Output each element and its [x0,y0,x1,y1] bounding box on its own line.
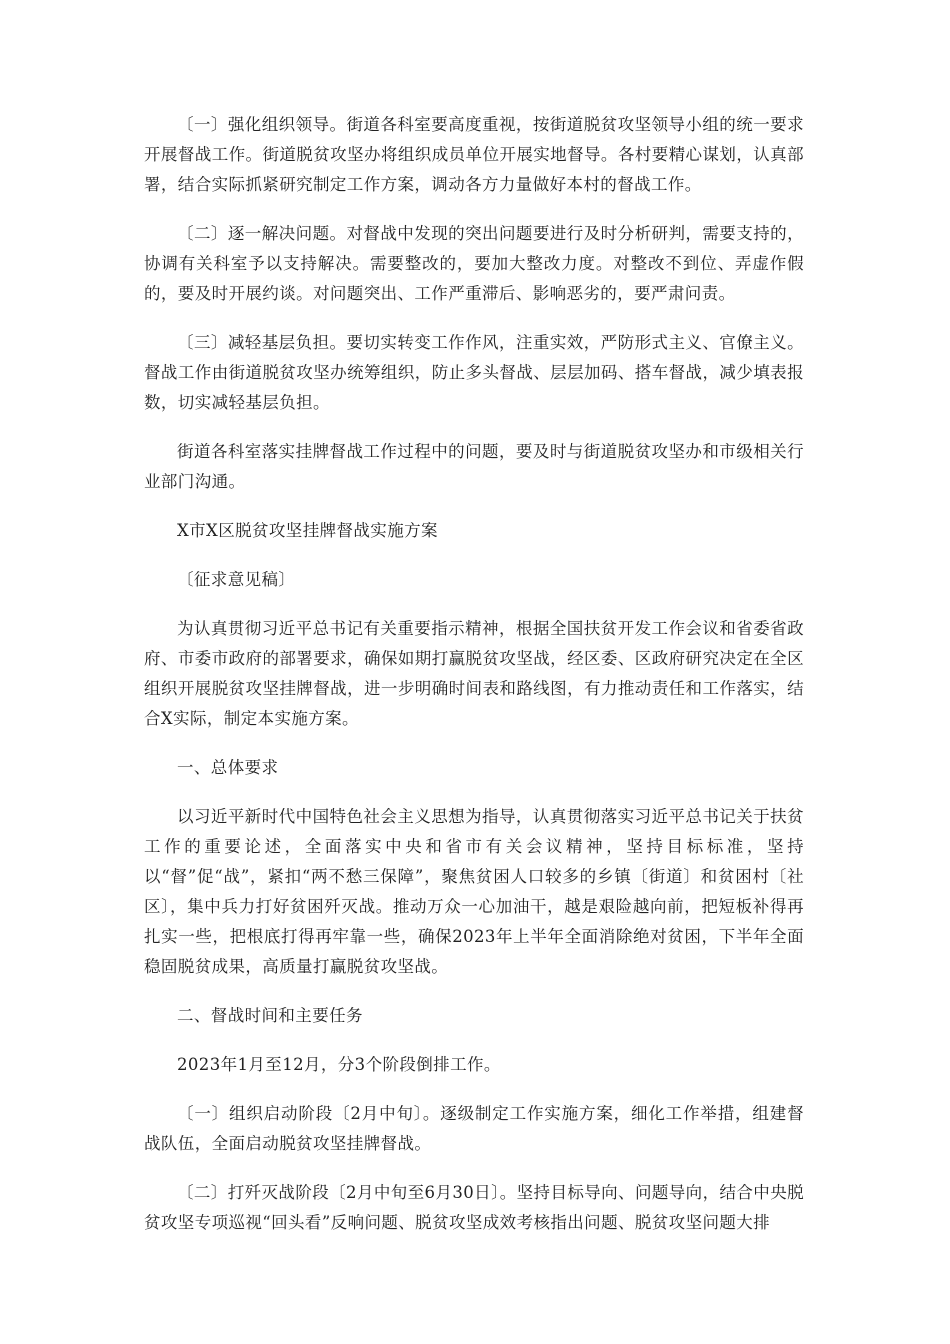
paragraph-schedule: 2023年1月至12月，分3个阶段倒排工作。 [177,1055,501,1074]
document-title: X市X区脱贫攻坚挂牌督战实施方案 [177,521,438,540]
paragraph-communication: 街道各科室落实挂牌督战工作过程中的问题，要及时与街道脱贫攻坚办和市级相关行业部门沟通。 [144,442,804,491]
paragraph-strengthen-leadership: 〔一〕强化组织领导。街道各科室要高度重视，按街道脱贫攻坚领导小组的统一要求开展督战工作。街道脱贫攻坚办将组织成员单位开展实地督导。各村要精心谋划，认真部署，结合实际抓紧研究制定工作方案，调动各方力量做好本村的督战工作。 [144,115,804,194]
section-heading-time-and-tasks: 二、督战时间和主要任务 [177,1006,363,1025]
draft-note: 〔征求意见稿〕 [177,570,296,589]
paragraph-phase-launch: 〔一〕组织启动阶段〔2月中旬〕。逐级制定工作实施方案，细化工作举措，组建督战队伍，全面启动脱贫攻坚挂牌督战。 [144,1104,804,1153]
paragraph-phase-battle: 〔二〕打歼灭战阶段〔2月中旬至6月30日〕。坚持目标导向、问题导向，结合中央脱贫攻坚专项巡视“回头看”反响问题、脱贫攻坚成效考核指出问题、脱贫攻坚问题大排 [144,1183,804,1232]
paragraph-introduction: 为认真贯彻习近平总书记有关重要指示精神，根据全国扶贫开发工作会议和省委省政府、市委市政府的部署要求，确保如期打赢脱贫攻坚战，经区委、区政府研究决定在全区组织开展脱贫攻坚挂牌督战，进一步明确时间表和路线图，有力推动责任和工作落实，结合X实际，制定本实施方案。 [144,619,804,728]
section-heading-general-requirements: 一、总体要求 [177,758,279,777]
paragraph-reduce-burden: 〔三〕减轻基层负担。要切实转变工作作风，注重实效，严防形式主义、官僚主义。督战工作由街道脱贫攻坚办统筹组织，防止多头督战、层层加码、搭车督战，减少填表报数，切实减轻基层负担。 [144,333,804,412]
paragraph-solve-problems: 〔二〕逐一解决问题。对督战中发现的突出问题要进行及时分析研判，需要支持的，协调有关科室予以支持解决。需要整改的，要加大整改力度。对整改不到位、弄虚作假的，要及时开展约谈。对问题突出、工作严重滞后、影响恶劣的，要严肃问责。 [144,224,804,303]
document-page [144,110,804,1257]
paragraph-general-requirements: 以习近平新时代中国特色社会主义思想为指导，认真贯彻落实习近平总书记关于扶贫工作的重要论述，全面落实中央和省市有关会议精神，坚持目标标准，坚持以“督”促“战”，紧扣“两不愁三保障”，聚焦贫困人口较多的乡镇〔街道〕和贫困村〔社区〕，集中兵力打好贫困歼灭战。推动万众一心加油干，越是艰险越向前，把短板补得再扎实一些，把根底打得再牢靠一些，确保2023年上半年全面消除绝对贫困，下半年全面稳固脱贫成果，高质量打赢脱贫攻坚战。 [144,807,804,976]
